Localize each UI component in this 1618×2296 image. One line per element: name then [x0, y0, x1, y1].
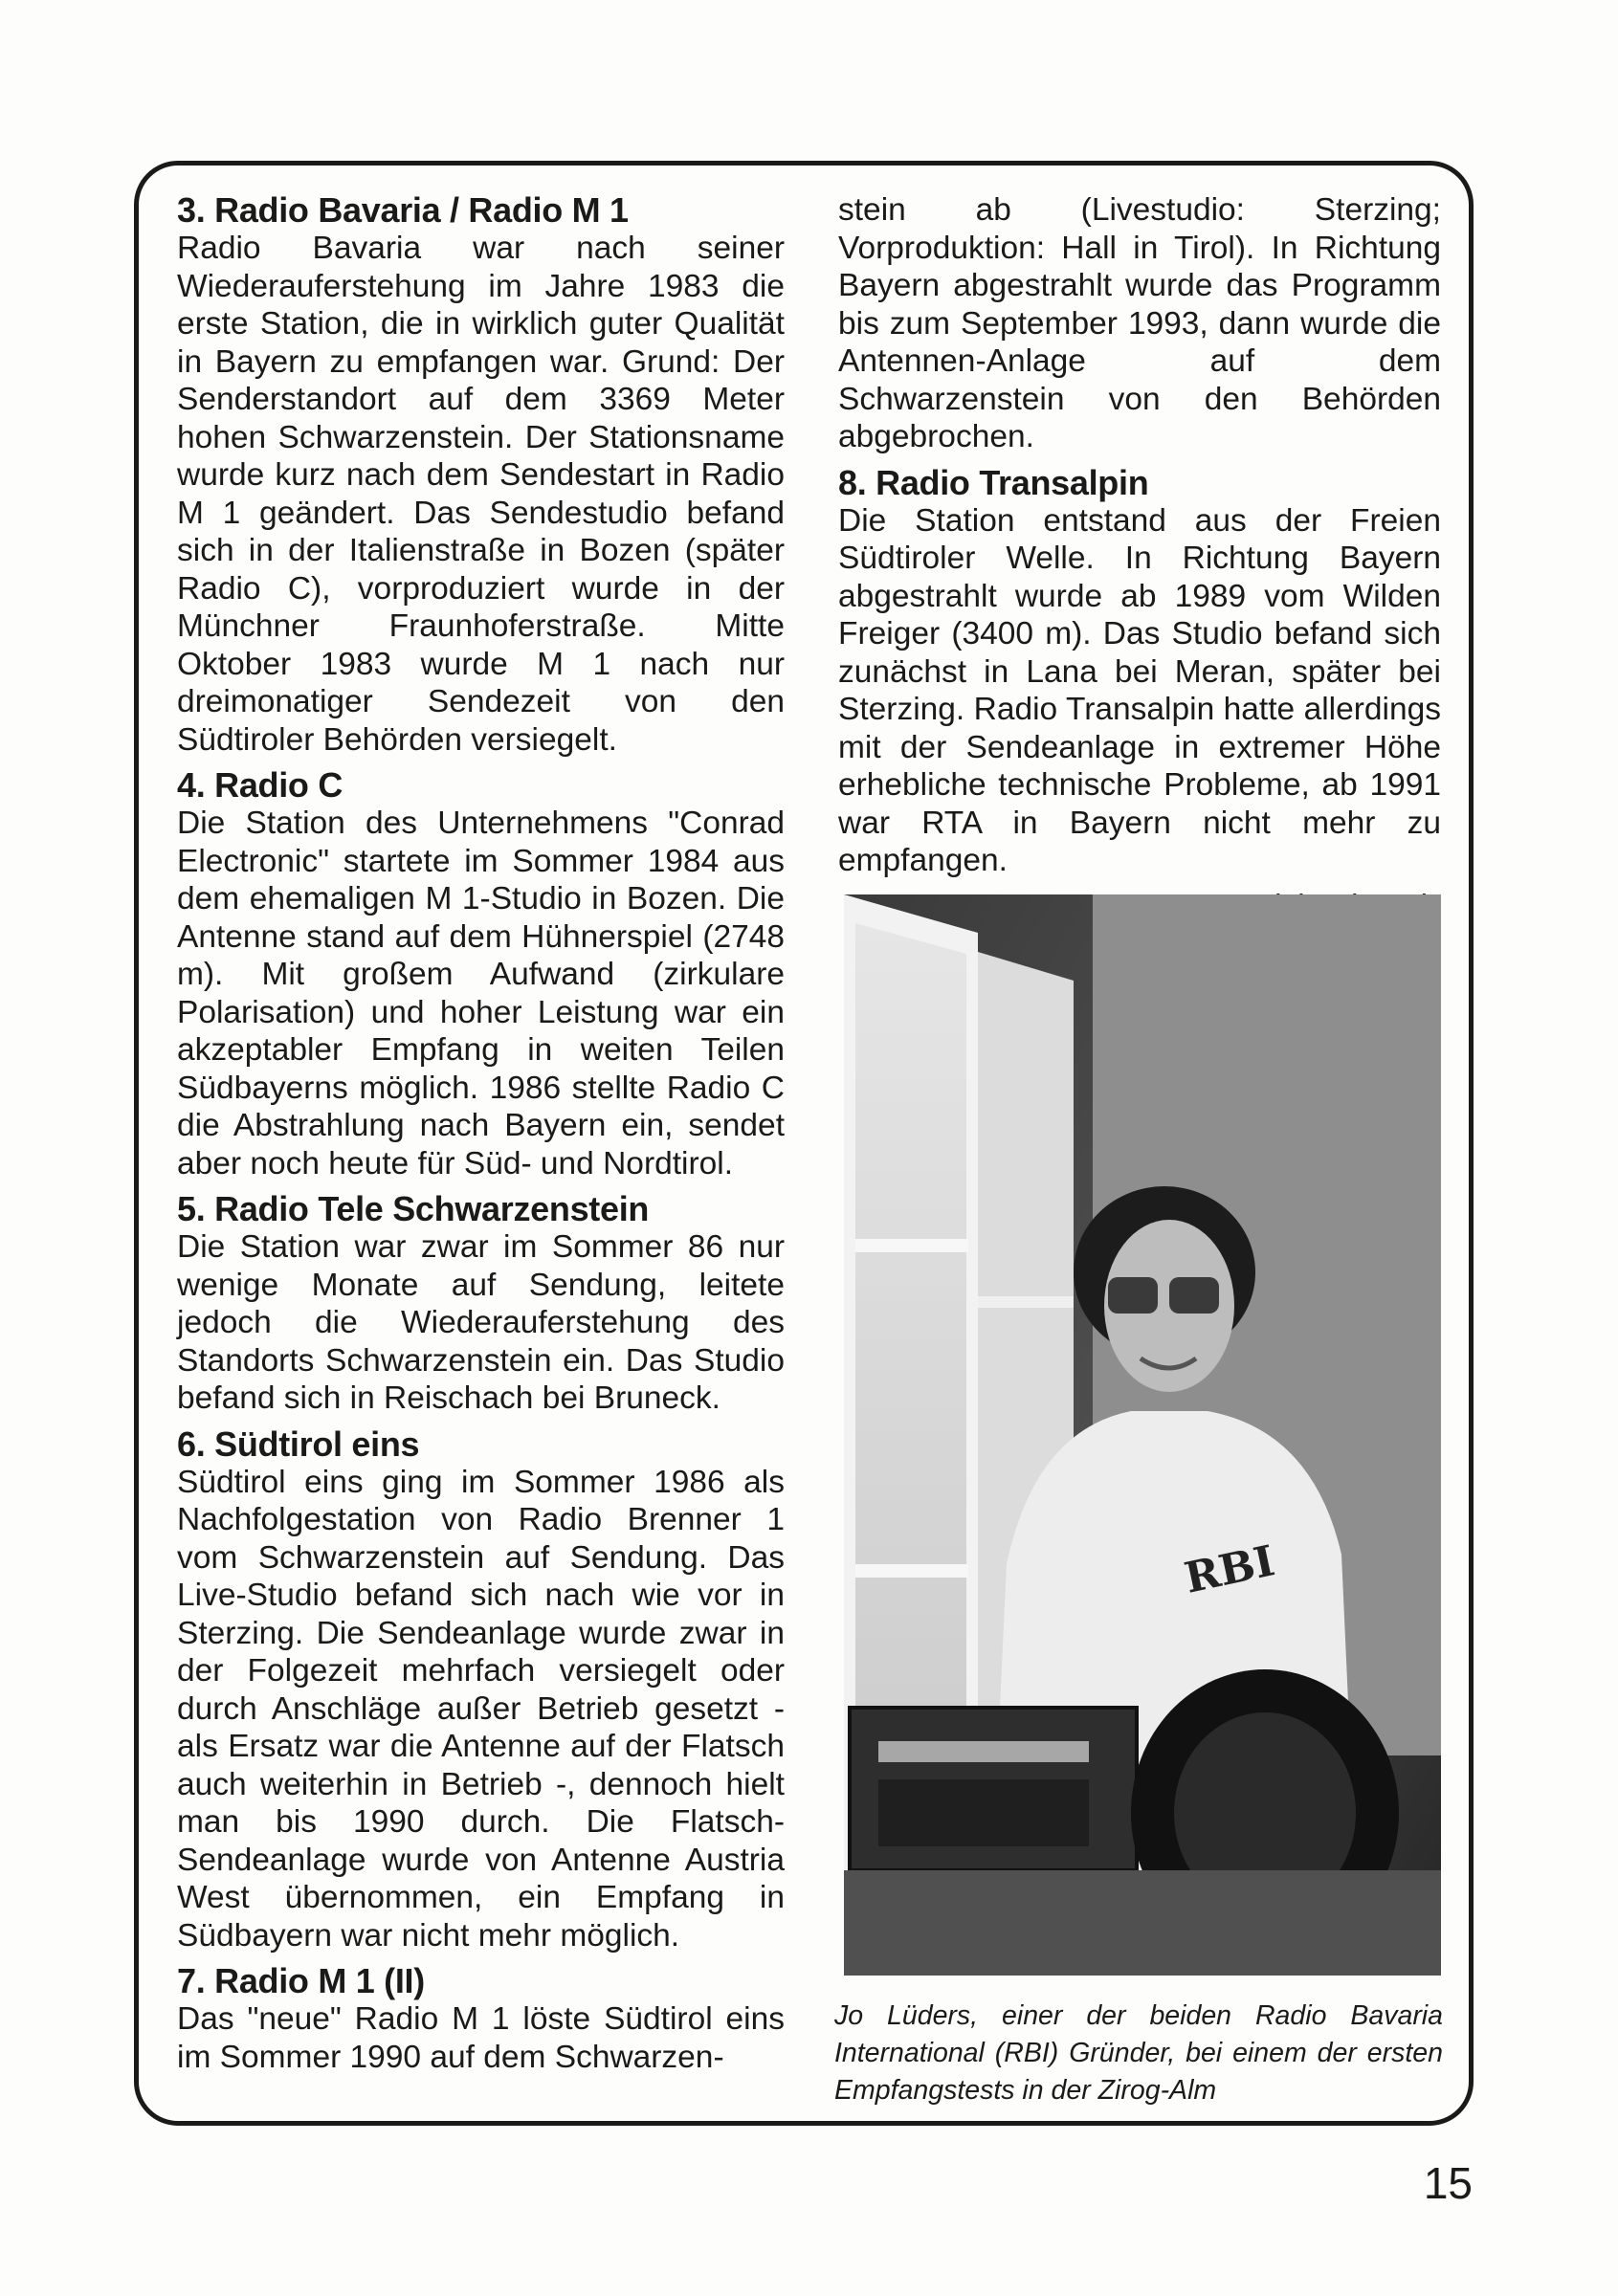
window-bar-3 — [978, 1296, 1074, 1308]
section-heading-radio-tele-schwarzenstein: 5. Radio Tele Schwarzenstein — [177, 1189, 650, 1228]
glasses-right — [1169, 1277, 1219, 1314]
section-heading-radio-m1-ii: 7. Radio M 1 (II) — [177, 1961, 425, 2000]
section-body-radio-bavaria: Radio Bavaria war nach seiner Wiederauferstehung im Jahre 1983 die erste Station, die in wirklich guter Qualität in Bayern zu empfangen war. Grund: Der Senderstandort auf dem 3369 Meter hohen Schwarzenstein. Der Stationsname wurde kurz nach dem Sendestart in Radio M 1 geändert. Das Sendestudio befand sich in der Italienstraße in Bozen (später Radio C), vorproduziert wurde in der Münchner Fraunhoferstraße. Mitte Oktober 1983 wurde M 1 nach nur dreimonatiger Sendezeit von den Südtiroler Behörden versiegelt. — [177, 231, 785, 758]
section-heading-radio-bavaria: 3. Radio Bavaria / Radio M 1 — [177, 190, 629, 230]
page-number: 15 — [1423, 2158, 1473, 2208]
photo-caption: Jo Lüders, einer der beiden Radio Bavaria International (RBI) Gründer, bei einem der ersten Empfangstests in der Zirog-Alm — [834, 2000, 1443, 2106]
left-column — [177, 191, 785, 2084]
photo-foreground — [844, 1870, 1441, 1976]
section-body-radio-transalpin: Die Station entstand aus der Freien Südtiroler Welle. In Richtung Bayern abgestrahlt wurde ab 1989 vom Wilden Freiger (3400 m). Das Studio befand sich zunächst in Lana bei Meran, später bei Sterzing. Radio Transalpin hatte allerdings mit der Sendeanlage in extremer Höhe erhebliche technische Probleme, ab 1991 war RTA in Bayern nicht mehr zu empfangen. — [838, 502, 1441, 878]
section-heading-radio-transalpin: 8. Radio Transalpin — [838, 462, 1149, 502]
shirt-logo: RBI — [1180, 1536, 1279, 1603]
section-heading-radio-c: 4. Radio C — [177, 765, 344, 805]
radio-display — [878, 1741, 1089, 1762]
section-heading-suedtirol-eins: 6. Südtirol eins — [177, 1424, 420, 1464]
glasses-left — [1108, 1277, 1158, 1314]
section-body-radio-tele-schwarzenstein: Die Station war zwar im Sommer 86 nur wenige Monate auf Sendung, leitete jedoch die Wiederauferstehung des Standorts Schwarzenstein ein. Das Studio befand sich in Reischach bei Bruneck. — [177, 1229, 785, 1416]
radio-front-panel — [878, 1779, 1089, 1846]
section-body-suedtirol-eins: Südtirol eins ging im Sommer 1986 als Nachfolgestation von Radio Brenner 1 vom Schwarzenstein auf Sendung. Das Live-Studio befand sich nach wie vor in Sterzing. Die Sendeanlage wurde zwar in der Folgezeit mehrfach versiegelt oder durch Anschläge außer Betrieb gesetzt - als Ersatz war die Antenne auf der Flatsch auch weiterhin in Betrieb -, dennoch hielt man bis 1990 durch. Die Flatsch-Sendeanlage wurde von Antenne Austria West übernommen, ein Empfang in Südbayern war nicht mehr möglich. — [177, 1464, 785, 1954]
right-column — [838, 191, 1441, 925]
section-body-radio-c: Die Station des Unternehmens "Conrad Electronic" startete im Sommer 1984 aus dem ehemaligen M 1-Studio in Bozen. Die Antenne stand auf dem Hühnerspiel (2748 m). Mit großem Aufwand (zirkulare Polarisation) und hoher Leistung war ein akzeptabler Empfang in weiten Teilen Südbayerns möglich. 1986 stellte Radio C die Abstrahlung nach Bayern ein, sendet aber noch heute für Süd- und Nordtirol. — [177, 806, 785, 1181]
section-body-radio-m1-ii: Das "neue" Radio M 1 löste Südtirol eins im Sommer 1990 auf dem Schwarzen- — [177, 2001, 785, 2075]
continuation-text: stein ab (Livestudio: Sterzing; Vorproduktion: Hall in Tirol). In Richtung Bayern abgestrahlt wurde das Programm bis zum September 1993, dann wurde die Antennen-Anlage auf dem Schwarzenstein von den Behörden abgebrochen. — [838, 192, 1441, 454]
window-bar-2 — [855, 1564, 968, 1578]
photo-jo-lueders — [844, 894, 1441, 1976]
window-bar-1 — [855, 1239, 968, 1252]
